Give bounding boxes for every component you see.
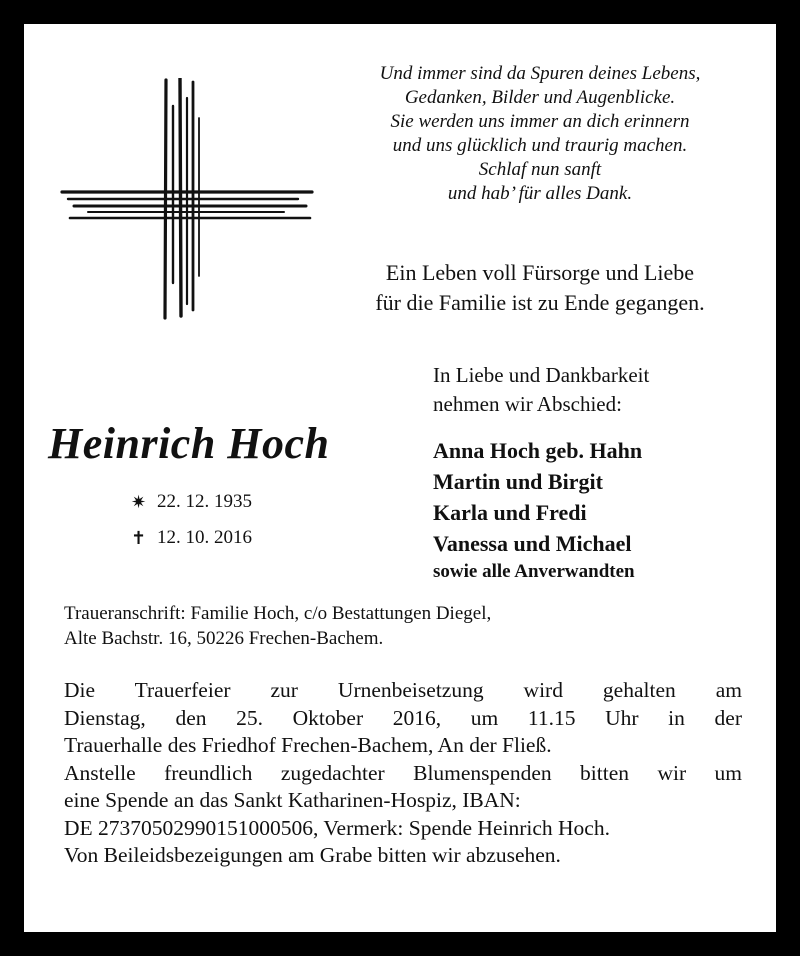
intro-line: für die Familie ist zu Ende gegangen. (375, 290, 705, 315)
birth-row (131, 484, 252, 520)
deceased-name: Heinrich Hoch (48, 419, 330, 468)
notice-line: Von Beileidsbezeigungen am Grabe bitten wir abzusehen. (64, 843, 561, 867)
poem-line: Schlaf nun sanft (478, 159, 602, 180)
poem-line: und uns glücklich und traurig machen. (392, 135, 688, 156)
notice-line: Dienstag, den 25. Oktober 2016, um 11.15 Uhr in der (64, 705, 742, 730)
intro-text (330, 258, 750, 318)
mourner-name: Vanessa und Michael (433, 531, 632, 556)
death-cross-icon: ✝ (131, 528, 147, 548)
intro-line: Ein Leben voll Fürsorge und Liebe (385, 260, 695, 285)
mourner-others: sowie alle Anverwandten (433, 561, 635, 582)
address-line: Alte Bachstr. 16, 50226 Frechen-Bachem. (64, 628, 384, 649)
birth-date: 22. 12. 1935 (157, 491, 252, 512)
notice-line: eine Spende an das Sankt Katharinen-Hospiz, IBAN: (64, 788, 521, 812)
farewell-line: In Liebe und Dankbarkeit (433, 363, 650, 387)
poem-line: Sie werden uns immer an dich erinnern (390, 111, 690, 132)
cross-icon (60, 78, 316, 320)
notice-line: Anstelle freundlich zugedachter Blumenspenden bitten wir um (64, 760, 742, 785)
death-row (131, 520, 252, 556)
farewell-text (433, 361, 649, 419)
mourner-name: Anna Hoch geb. Hahn (433, 438, 643, 463)
life-dates (131, 484, 252, 556)
notice-line: Die Trauerfeier zur Urnenbeisetzung wird gehalten am (64, 678, 742, 702)
poem-line: und hab’ für alles Dank. (447, 183, 633, 204)
poem-line: Gedanken, Bilder und Augenblicke. (404, 87, 676, 108)
funeral-notice (64, 677, 742, 870)
mourner-name: Martin und Birgit (433, 469, 603, 494)
mourner-name: Karla und Fredi (433, 500, 587, 525)
mourning-address (64, 601, 491, 651)
death-date: 12. 10. 2016 (157, 527, 252, 548)
farewell-line: nehmen wir Abschied: (433, 392, 622, 416)
poem (330, 62, 750, 206)
birth-star-icon: ✷ (131, 492, 147, 512)
notice-line: Trauerhalle des Friedhof Frechen-Bachem, An der Fließ. (64, 733, 552, 757)
address-line: Traueranschrift: Familie Hoch, c/o Bestattungen Diegel, (64, 603, 492, 624)
mourners-list (433, 435, 642, 585)
poem-line: Und immer sind da Spuren deines Lebens, (379, 63, 701, 84)
notice-line: DE 27370502990151000506, Vermerk: Spende Heinrich Hoch. (64, 815, 610, 840)
